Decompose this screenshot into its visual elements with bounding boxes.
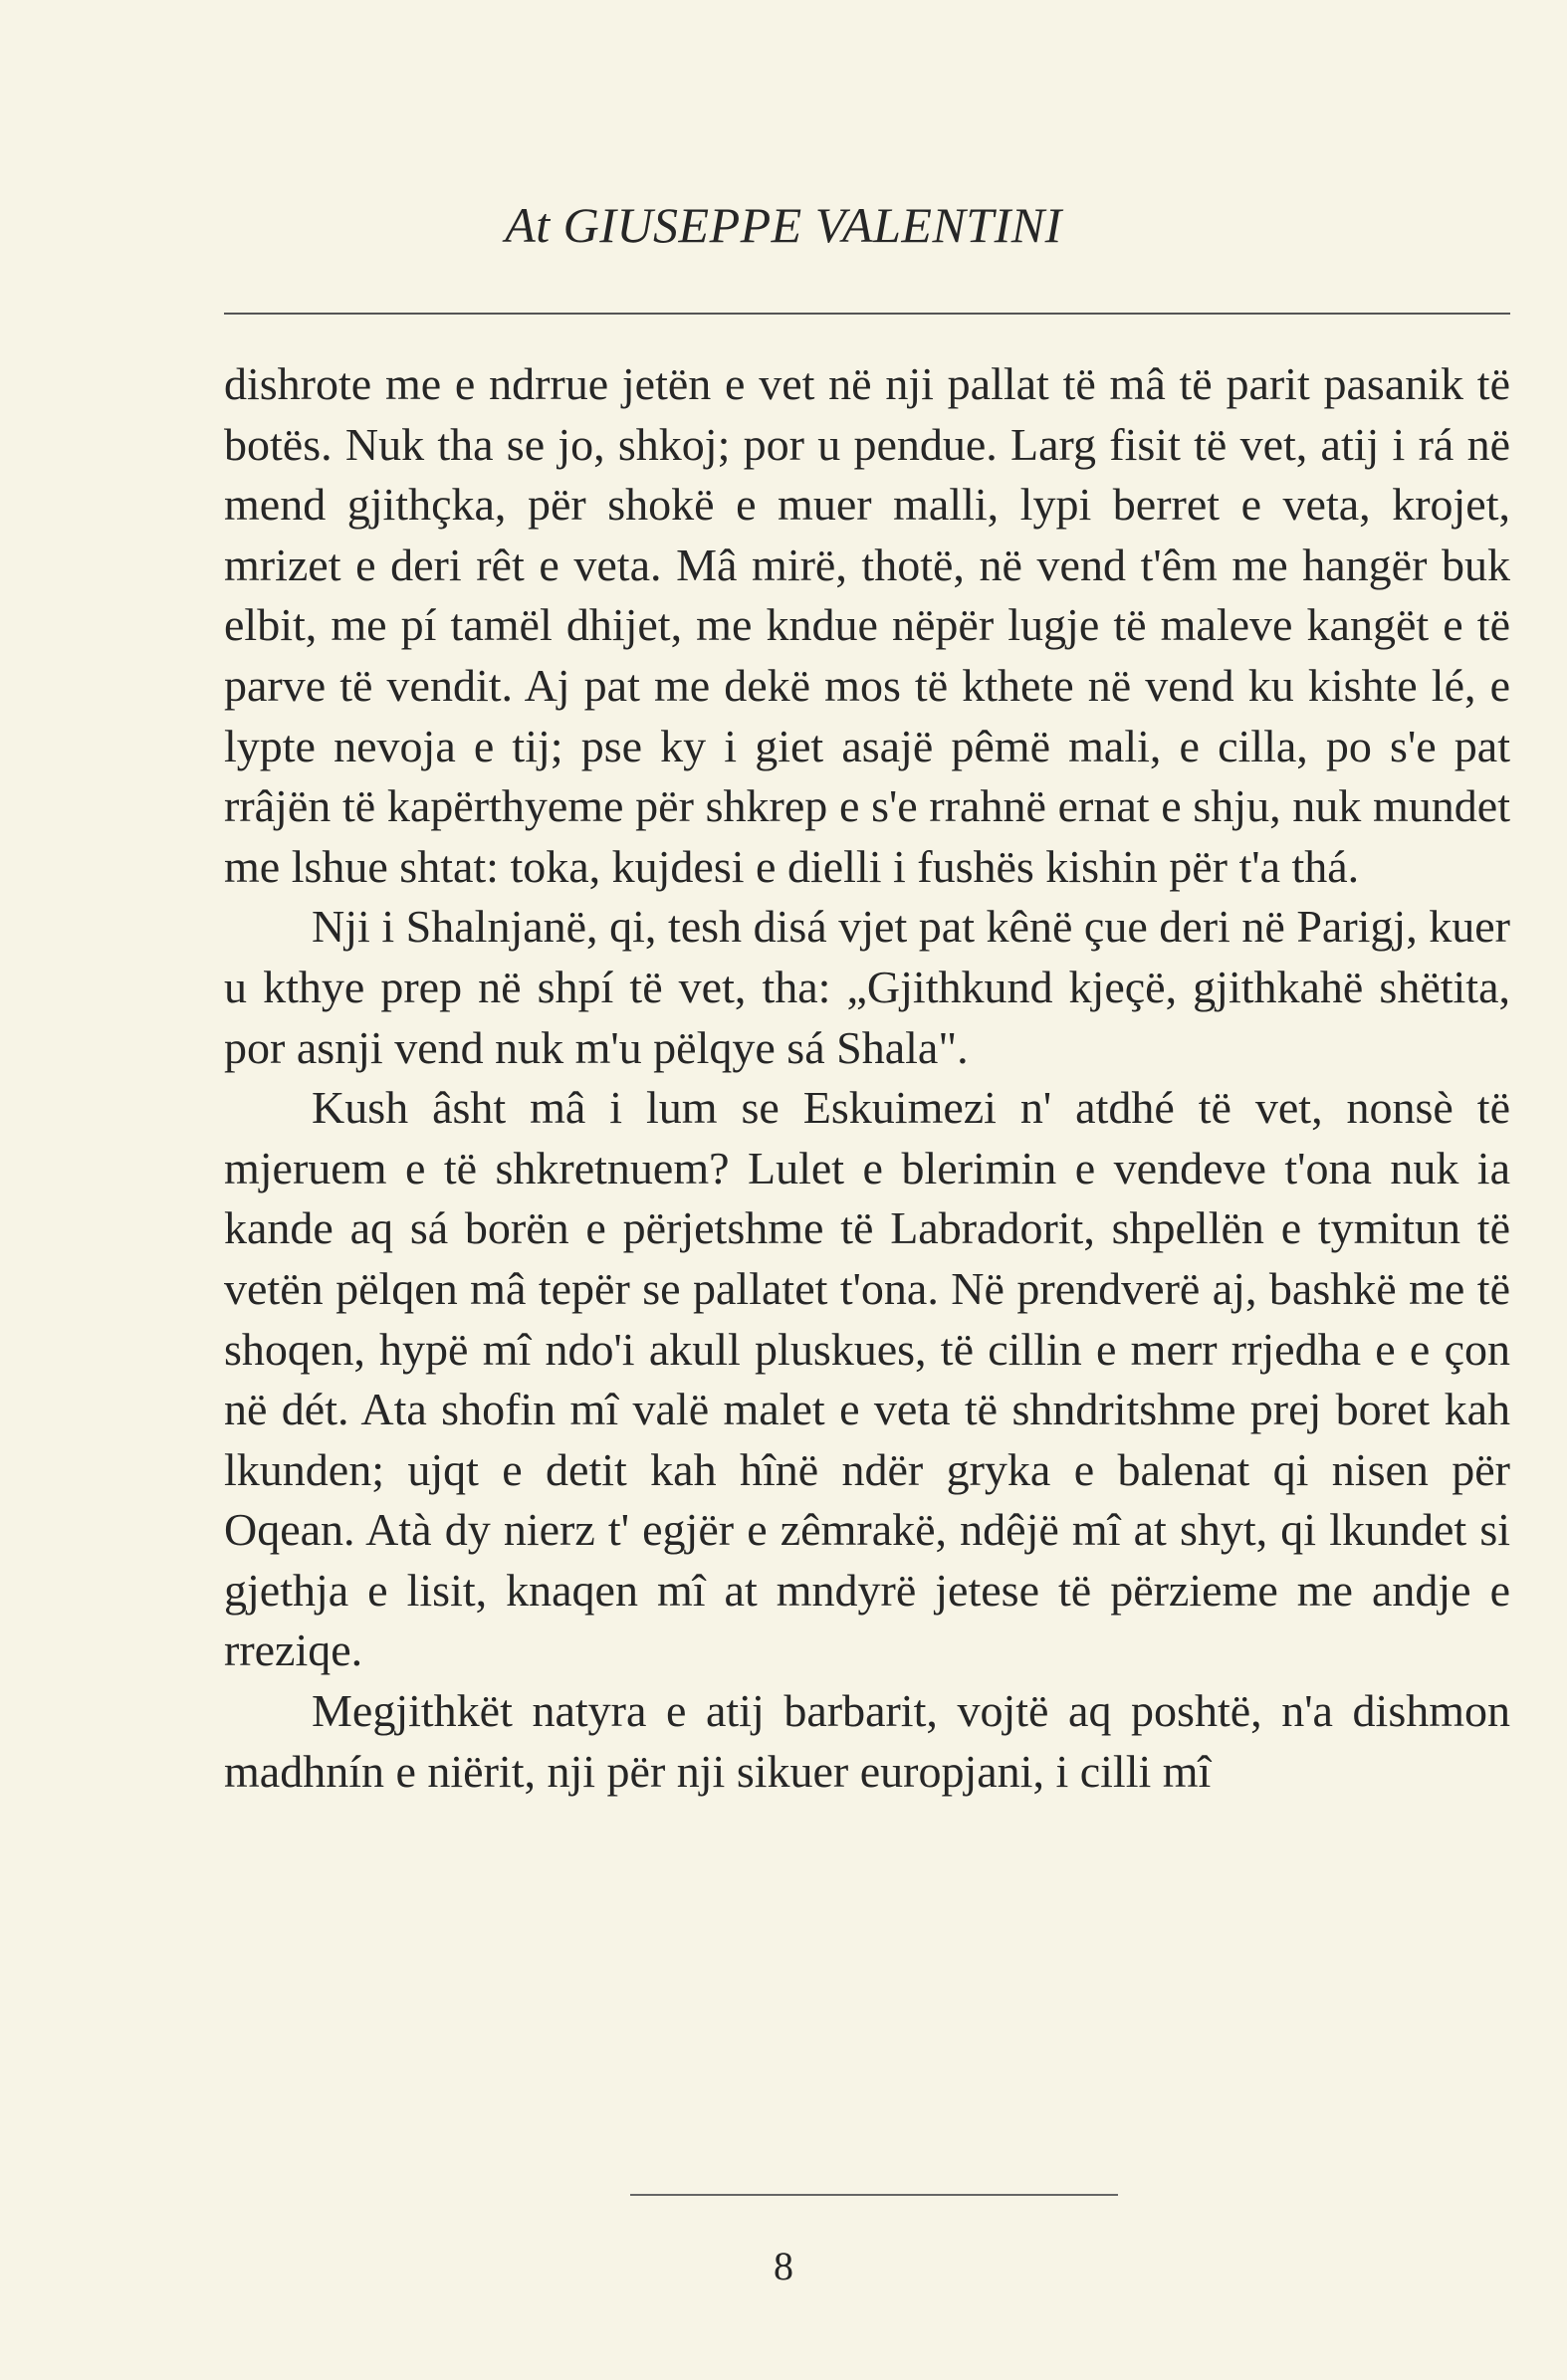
- body-text: [224, 354, 1510, 1802]
- footer-rule: [630, 2194, 1118, 2196]
- header-rule: [224, 313, 1510, 315]
- paragraph-2: Nji i Shalnjanë, qi, tesh disá vjet pat kênë çue deri në Parigj, kuer u kthye prep në shpí të vet, tha: „Gjithkund kjeçë, gjithkahë shëtita, por asnji vend nuk m'u pëlqye sá Shala".: [224, 901, 1510, 1073]
- paragraph-4: Megjithkët natyra e atij barbarit, vojtë aq poshtë, n'a dishmon madhnín e niërit, nji për nji sikuer europjani, i cilli mî: [224, 1685, 1510, 1797]
- page-number: 8: [774, 2244, 793, 2288]
- paragraph-1: dishrote me e ndrrue jetën e vet në nji pallat të mâ të parit pasanik të botës. Nuk tha se jo, shkoj; por u pendue. Larg fisit të vet, atij i rá në mend gjithçka, për shokë e muer malli, lypi berret e veta, krojet, mrizet e deri rêt e veta. Mâ mirë, thotë, në vend t'êm me hangër buk elbit, me pí tamël dhijet, me kndue nëpër lugje të maleve kangët e të parve të vendit. Aj pat me dekë mos të kthete në vend ku kishte lé, e lypte nevoja e tij; pse ky i giet asajë pêmë mali, e cilla, po s'e pat rrâjën të kapërthyeme për shkrep e s'e rrahnë ernat e shju, nuk mundet me lshue shtat: toka, kujdesi e dielli i fushës kishin për t'a thá.: [224, 358, 1510, 892]
- paragraph-3: Kush âsht mâ i lum se Eskuimezi n' atdhé të vet, nonsè të mjeruem e të shkretnuem? Lulet e blerimin e vendeve t'ona nuk ia kande aq sá borën e përjetshme të Labradorit, shpellën e tymitun të vetën pëlqen mâ tepër se pallatet t'ona. Në prendverë aj, bashkë me të shoqen, hypë mî ndo'i akull pluskues, të cillin e merr rrjedha e e çon në dét. Ata shofin mî valë malet e veta të shndritshme prej boret kah lkunden; ujqt e detit kah hînë ndër gryka e balenat qi nisen për Oqean. Atà dy nierz t' egjër e zêmrakë, ndêjë mî at shyt, qi lkundet si gjethja e lisit, knaqen mî at mndyrë jetese të përzieme me andje e rreziqe.: [224, 1082, 1510, 1676]
- running-head: At GIUSEPPE VALENTINI: [505, 197, 1062, 253]
